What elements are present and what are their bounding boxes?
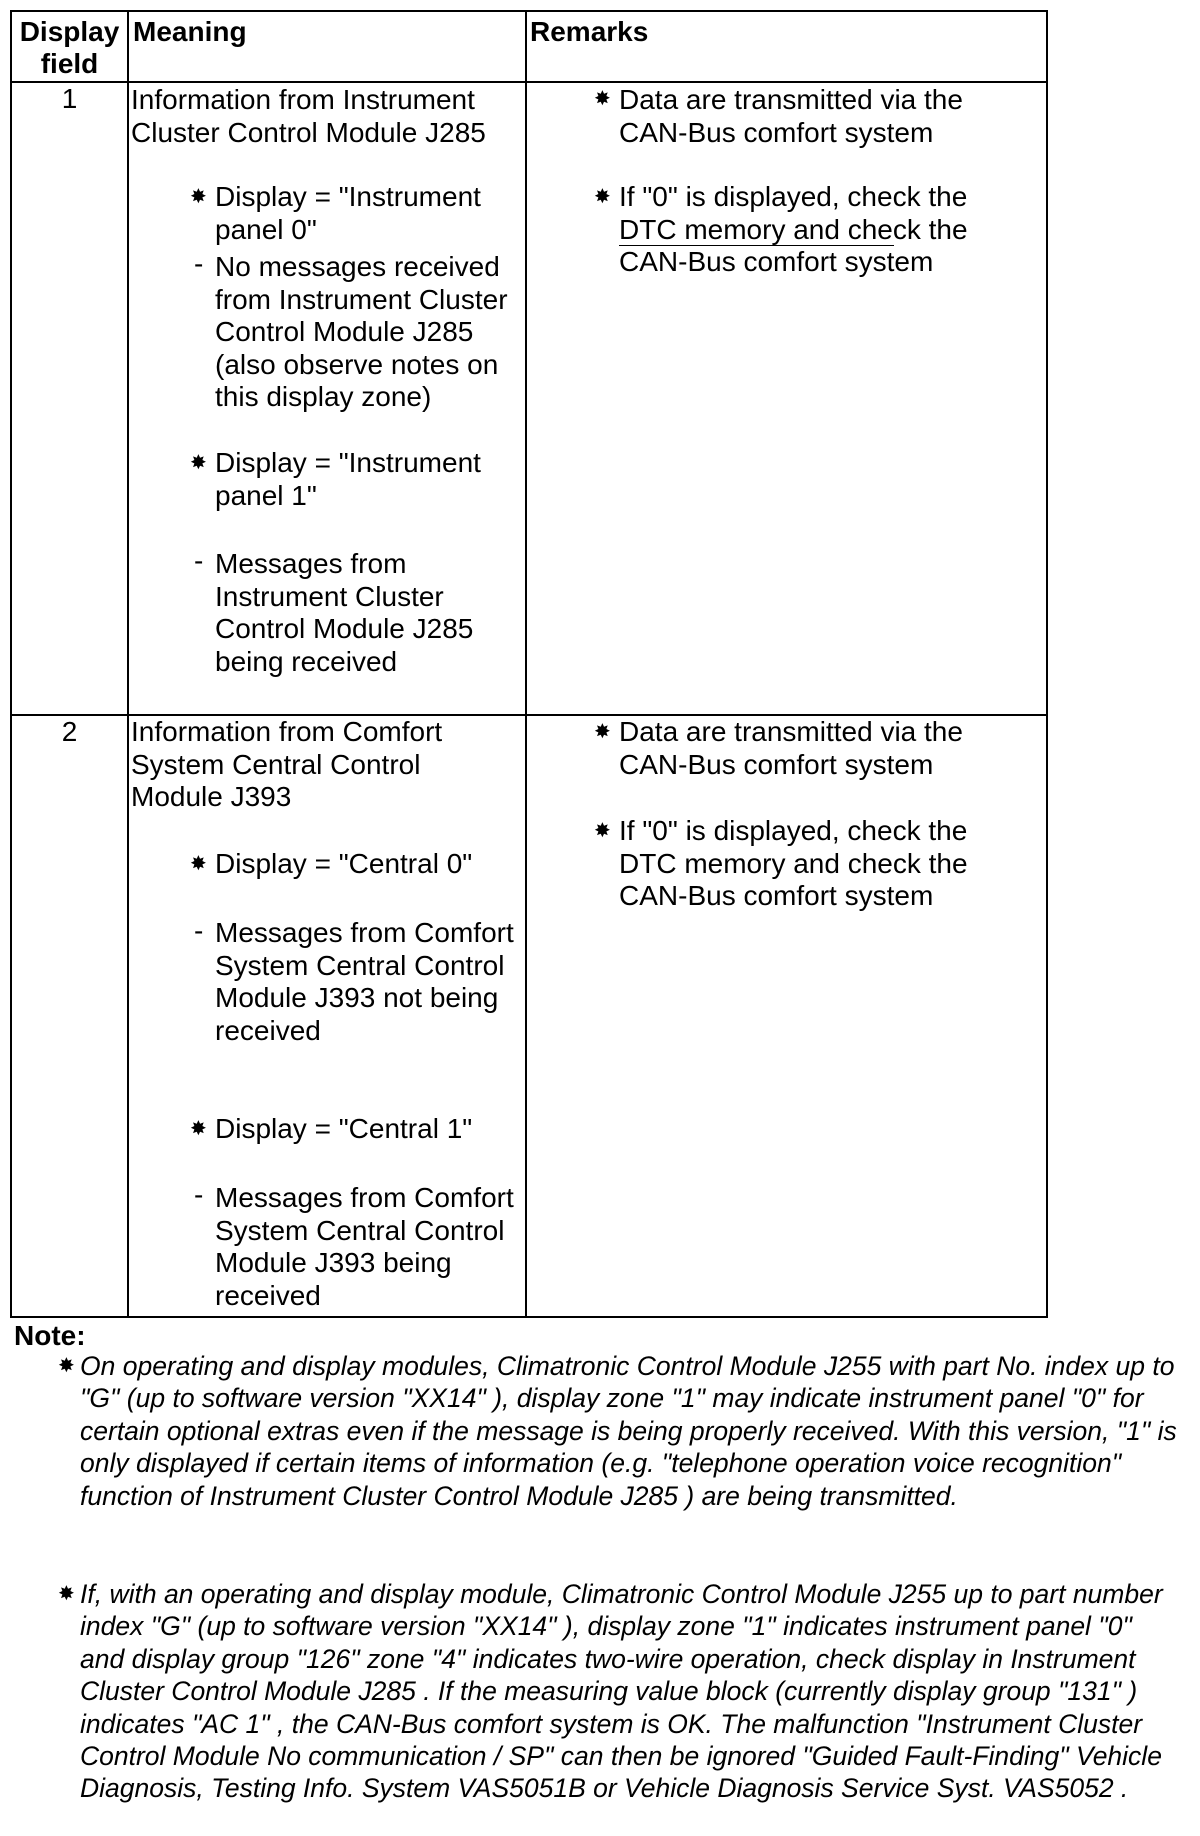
dash-icon: - <box>194 248 204 279</box>
note-item: If, with an operating and display module, Climatronic Control Module J255 up to part number index "G" (up to software version "XX14" ), display zone "1" indicates instrument panel "0" and display group "126" zone "4" indicates two-wire operation, check display in Instrument Cluster Control Module J285 . If the measuring value block (currently display group "131" ) indicates "AC 1" , the CAN-Bus comfort system is OK. The malfunction "Instrument Cluster Control Module No communication / SP" can then be ignored "Guided Fault-Finding" Vehicle Diagnosis, Testing Info. System VAS5051B or Vehicle Diagnosis Service Syst. VAS5052 . <box>80 1579 1163 1804</box>
note-title: Note: <box>14 1320 86 1351</box>
asterisk-bullet-icon: ✸ <box>190 1118 207 1140</box>
asterisk-bullet-icon: ✸ <box>594 186 611 208</box>
row-1-field: 1 <box>61 83 78 114</box>
row-1-meaning-intro: Information from Instrument Cluster Control Module J285 <box>131 84 486 148</box>
column-divider <box>525 12 527 1316</box>
note-item: On operating and display modules, Climatronic Control Module J255 with part No. index up to "G" (up to software version "XX14" ), display zone "1" may indicate instrument panel "0" for certain optional extras even if the message is being properly received. With this version, "1" is only displayed if certain items of information (e.g. "telephone operation voice recognition" function of Instrument Cluster Control Module J285 ) are being transmitted. <box>80 1351 1177 1511</box>
dash-icon: - <box>194 1179 204 1210</box>
header-display-field: Display field <box>19 16 120 79</box>
row-2-remark: If "0" is displayed, check the DTC memory and check the CAN-Bus comfort system <box>619 815 968 911</box>
row-1-meaning-item: No messages received from Instrument Cluster Control Module J285 (also observe notes on this display zone) <box>215 251 508 412</box>
row-1-meaning-item: Display = "Instrument panel 0" <box>215 181 481 245</box>
asterisk-bullet-icon: ✸ <box>594 721 611 743</box>
header-remarks: Remarks <box>530 16 649 47</box>
row-1-remark: Data are transmitted via the CAN-Bus comfort system <box>619 84 963 148</box>
asterisk-bullet-icon: ✸ <box>190 853 207 875</box>
asterisk-bullet-icon: ✸ <box>594 820 611 842</box>
column-divider <box>127 12 129 1316</box>
header-meaning: Meaning <box>133 16 247 47</box>
dash-icon: - <box>194 915 204 946</box>
row-2-meaning-item: Messages from Comfort System Central Control Module J393 being received <box>215 1182 514 1311</box>
row-1-meaning-item: Display = "Instrument panel 1" <box>215 447 481 511</box>
row-1-remark: If "0" is displayed, check the DTC memory and check the CAN-Bus comfort system <box>619 181 968 277</box>
asterisk-bullet-icon: ✸ <box>58 1583 75 1605</box>
row-2-meaning-item: Display = "Central 1" <box>215 1113 473 1144</box>
asterisk-bullet-icon: ✸ <box>190 452 207 474</box>
row-divider <box>12 81 1046 83</box>
dash-icon: - <box>194 545 204 576</box>
row-2-meaning-item: Messages from Comfort System Central Control Module J393 not being received <box>215 917 514 1046</box>
row-2-remark: Data are transmitted via the CAN-Bus comfort system <box>619 716 963 780</box>
row-1-meaning-item: Messages from Instrument Cluster Control Module J285 being received <box>215 548 474 677</box>
asterisk-bullet-icon: ✸ <box>190 186 207 208</box>
row-2-meaning-item: Display = "Central 0" <box>215 848 473 879</box>
row-2-meaning-intro: Information from Comfort System Central Control Module J393 <box>131 716 443 812</box>
asterisk-bullet-icon: ✸ <box>594 88 611 110</box>
asterisk-bullet-icon: ✸ <box>58 1355 75 1377</box>
row-2-field: 2 <box>61 716 78 747</box>
underline-decoration <box>764 245 894 246</box>
display-field-table <box>10 10 1048 1318</box>
